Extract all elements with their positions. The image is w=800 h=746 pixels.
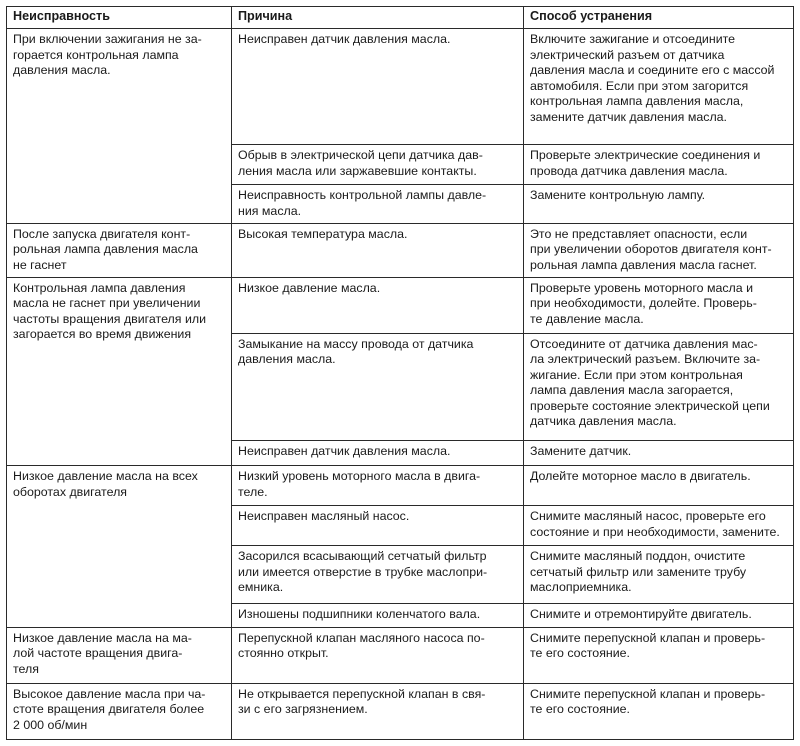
table-row	[7, 627, 794, 683]
remedy-cell: Проверьте электрические соединения и провода датчика давления масла.	[524, 145, 794, 185]
header-remedy: Способ устранения	[524, 7, 794, 29]
remedy-cell: Это не представляет опасности, если при увеличении оборотов двигателя конт- рольная лампа давления масла гаснет.	[524, 223, 794, 277]
header-cause: Причина	[232, 7, 524, 29]
table-row	[7, 223, 794, 277]
cause-cell: Не открывается перепускной клапан в свя- зи с его загрязнением.	[232, 683, 524, 739]
fault-cell: Контрольная лампа давления масла не гаснет при увеличении частоты вращения двигателя или загорается во время движения	[7, 277, 232, 466]
cause-cell: Засорился всасывающий сетчатый фильтр или имеется отверстие в трубке маслопри- емника.	[232, 546, 524, 603]
cause-cell: Изношены подшипники коленчатого вала.	[232, 603, 524, 627]
remedy-cell: Замените контрольную лампу.	[524, 185, 794, 223]
cause-cell: Перепускной клапан масляного насоса по- стоянно открыт.	[232, 627, 524, 683]
table-row	[7, 466, 794, 506]
cause-cell: Обрыв в электрической цепи датчика дав- ления масла или заржавевшие контакты.	[232, 145, 524, 185]
header-row	[7, 7, 794, 29]
remedy-cell: Отсоедините от датчика давления мас- ла электрический разъем. Включите за- жигание. Если при этом контрольная лампа давления масла загорается, проверьте состояние электрической цепи датчика давления масла.	[524, 333, 794, 440]
remedy-cell: Снимите перепускной клапан и проверь- те его состояние.	[524, 683, 794, 739]
remedy-cell: Снимите и отремонтируйте двигатель.	[524, 603, 794, 627]
table-row	[7, 683, 794, 739]
remedy-cell: Снимите масляный насос, проверьте его состояние и при необходимости, замените.	[524, 506, 794, 546]
table-row	[7, 277, 794, 333]
fault-cell: При включении зажигания не за- горается контрольная лампа давления масла.	[7, 29, 232, 224]
cause-cell: Неисправность контрольной лампы давле- ния масла.	[232, 185, 524, 223]
fault-cell: После запуска двигателя конт- рольная лампа давления масла не гаснет	[7, 223, 232, 277]
remedy-cell: Проверьте уровень моторного масла и при необходимости, долейте. Проверь- те давление масла.	[524, 277, 794, 333]
cause-cell: Неисправен датчик давления масла.	[232, 441, 524, 466]
remedy-cell: Снимите масляный поддон, очистите сетчатый фильтр или замените трубу маслоприемника.	[524, 546, 794, 603]
remedy-cell: Включите зажигание и отсоедините электрический разъем от датчика давления масла и соедините его с массой автомобиля. Если при этом загорится контрольная лампа давления масла, замените датчик давления масла.	[524, 29, 794, 145]
remedy-cell: Снимите перепускной клапан и проверь- те его состояние.	[524, 627, 794, 683]
remedy-cell: Долейте моторное масло в двигатель.	[524, 466, 794, 506]
cause-cell: Низкий уровень моторного масла в двига- теле.	[232, 466, 524, 506]
cause-cell: Неисправен датчик давления масла.	[232, 29, 524, 145]
table-row	[7, 29, 794, 145]
cause-cell: Высокая температура масла.	[232, 223, 524, 277]
cause-cell: Замыкание на массу провода от датчика давления масла.	[232, 333, 524, 440]
cause-cell: Низкое давление масла.	[232, 277, 524, 333]
troubleshooting-table	[6, 6, 794, 740]
fault-cell: Высокое давление масла при ча- стоте вращения двигателя более 2 000 об/мин	[7, 683, 232, 739]
fault-cell: Низкое давление масла на ма- лой частоте вращения двига- теля	[7, 627, 232, 683]
remedy-cell: Замените датчик.	[524, 441, 794, 466]
header-fault: Неисправность	[7, 7, 232, 29]
cause-cell: Неисправен масляный насос.	[232, 506, 524, 546]
fault-cell: Низкое давление масла на всех оборотах двигателя	[7, 466, 232, 627]
